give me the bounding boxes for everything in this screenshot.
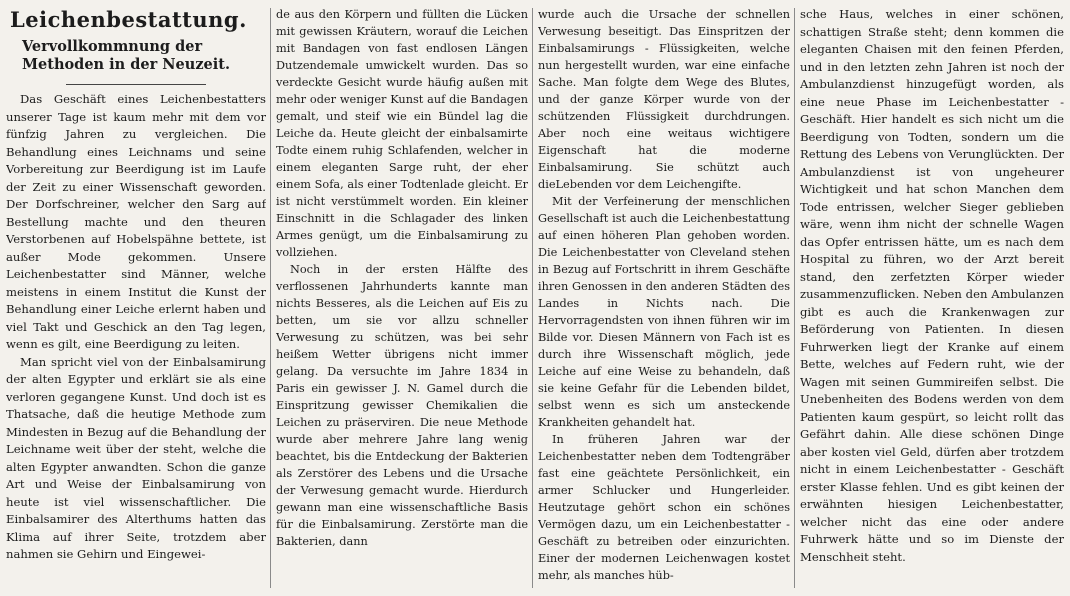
article-column-4 (800, 6, 1064, 590)
column-rule (270, 8, 271, 588)
article-column-3 (538, 6, 790, 590)
article-paragraph: Noch in der ersten Hälfte des verflossenen Jahrhunderts kannte man nichts Besseres, als die Leichen auf Eis zu betten, um sie vor allzu schneller Verwesung zu schützen, was bei sehr heißem Wetter übrigens nicht immer gelang. Da versuchte im Jahre 1834 in Paris ein gewisser J. N. Gamel durch die Einspritzung gewisser Chemikalien die Leichen zu präserviren. Die neue Methode wurde aber mehrere Jahre lang wenig beachtet, bis die Entdeckung der Bakterien als Zerstörer des Lebens und die Ursache der Verwesung gemacht wurde. Hierdurch gewann man eine wissenschaftliche Basis für die Einbalsamirung. Zerstörte man die Bakterien, dann (276, 263, 528, 548)
article-paragraph: Mit der Verfeinerung der menschlichen Gesellschaft ist auch die Leichenbestattung auf einen höheren Plan gehoben worden. Die Leichenbestatter von Cleveland stehen in Bezug auf Fortschritt in ihrem Geschäfte ihren Genossen in den anderen Städten des Landes in Nichts nach. Die Hervorragendsten von ihnen führen wir im Bilde vor. Diesen Männern von Fach ist es durch ihre Wissenschaft möglich, jede Leiche auf eine Weise zu behandeln, daß sie keine Gefahr für die Lebenden bildet, selbst wenn es sich um ansteckende Krankheiten gehandelt hat. (538, 195, 790, 429)
article-subheadline: Vervollkommnung der Methoden in der Neuzeit. (22, 38, 231, 73)
headline-divider (66, 84, 206, 85)
column-rule (794, 8, 795, 588)
column-rule (532, 8, 533, 588)
article-paragraph: In früheren Jahren war der Leichenbestatter neben dem Todtengräber fast eine geächtete Persönlichkeit, ein armer Schlucker und Hungerleider. Heutzutage gehört schon ein schönes Vermögen dazu, um ein Leichenbestatter - Geschäft zu betreiben oder einzurichten. Einer der modernen Leichenwagen kostet mehr, als manches hüb- (538, 433, 790, 582)
article-headline: Leichenbestattung. (10, 7, 247, 32)
article-paragraph: wurde auch die Ursache der schnellen Verwesung beseitigt. Das Einspritzen der Einbalsamirungs - Flüssigkeiten, welche nun hergestellt wurden, war eine einfache Sache. Man folgte dem Wege des Blutes, und der ganze Körper wurde von der schützenden Flüssigkeit durchdrungen. Aber noch eine weitaus wichtigere Eigenschaft hat die moderne Einbalsamirung. Sie schützt auch dieLebenden vor dem Leichengifte. (538, 8, 790, 191)
article-column-1 (6, 6, 266, 590)
article-column-2 (276, 6, 528, 590)
article-paragraph: Man spricht viel von der Einbalsamirung der alten Egypter und erklärt sie als eine verloren gegangene Kunst. Und doch ist es Thatsache, daß die heutige Methode zum Mindesten in Bezug auf die Behandlung der Leichname weit über der steht, welche die alten Egypter anwandten. Schon die ganze Art und Weise der Einbalsamirung von heute ist viel wissenschaftlicher. Die Einbalsamirer des Alterthums hatten das Klima auf ihrer Seite, trotzdem aber nahmen sie Gehirn und Eingewei- (6, 354, 266, 561)
article-paragraph: de aus den Körpern und füllten die Lücken mit gewissen Kräutern, worauf die Leichen mit Bandagen von fast endlosen Längen Dutzendemale umwickelt wurden. Das so verdeckte Gesicht wurde häufig außen mit mehr oder weniger Kunst auf die Bandagen gemalt, und steif wie ein Bündel lag die Leiche da. Heute gleicht der einbalsamirte Todte einem ruhig Schlafenden, welcher in einem eleganten Sarge ruht, der eher einem Sofa, als einer Todtenlade gleicht. Er ist nicht verstümmelt worden. Ein kleiner Einschnitt in die Schlagader des linken Armes genügt, um die Einbalsamirung zu vollziehen. (276, 8, 528, 259)
article-paragraph: Das Geschäft eines Leichenbestatters unserer Tage ist kaum mehr mit dem vor fünfzig Jahren zu vergleichen. Die Behandlung eines Leichnams und seine Vorbereitung zur Beerdigung ist im Laufe der Zeit zu einer Wissenschaft geworden. Der Dorfschreiner, welcher den Sarg auf Bestellung machte und den theuren Verstorbenen auf Hobelspähne bettete, ist außer Mode gekommen. Unsere Leichenbestatter sind Männer, welche meistens in einem Institut die Kunst der Behandlung einer Leiche erlernt haben und viel Takt und Geschick an den Tag legen, wenn es gilt, eine Beerdigung zu leiten. (6, 92, 266, 351)
article-paragraph: sche Haus, welches in einer schönen, schattigen Straße steht; denn kommen die eleganten Chaisen mit den feinen Pferden, und in den letzten zehn Jahren ist noch der Ambulanzdienst hinzugefügt worden, als eine neue Phase im Leichenbestatter - Geschäft. Hier handelt es sich nicht um die Beerdigung von Todten, sondern um die Rettung des Lebens von Verunglückten. Der Ambulanzdienst ist von ungeheurer Wichtigkeit und hat schon Manchen dem Tode entrissen, welcher Sieger geblieben wäre, wenn ihm nicht der schnelle Wagen das Opfer entrissen hätte, um es nach dem Hospital zu führen, wo der Arzt bereit stand, den zerfetzten Körper wieder zusammenzuflicken. Neben den Ambulanzen gibt es auch die Krankenwagen zur Beförderung von Patienten. In diesen Fuhrwerken liegt der Kranke auf einem Bette, welches auf Federn ruht, wie der Wagen mit seinen Gummireifen selbst. Die Unebenheiten des Bodens werden von dem Patienten kaum gespürt, so leicht rollt das Gefährt dahin. Alle diese schönen Dinge aber kosten viel Geld, dürfen aber trotzdem nicht in einem Leichenbestatter - Geschäft erster Klasse fehlen. Und es gibt keinen der erwähnten hiesigen Leichenbestatter, welcher nicht das eine oder andere Fuhrwerk hätte und so im Dienste der Menschheit steht. (800, 7, 1064, 564)
